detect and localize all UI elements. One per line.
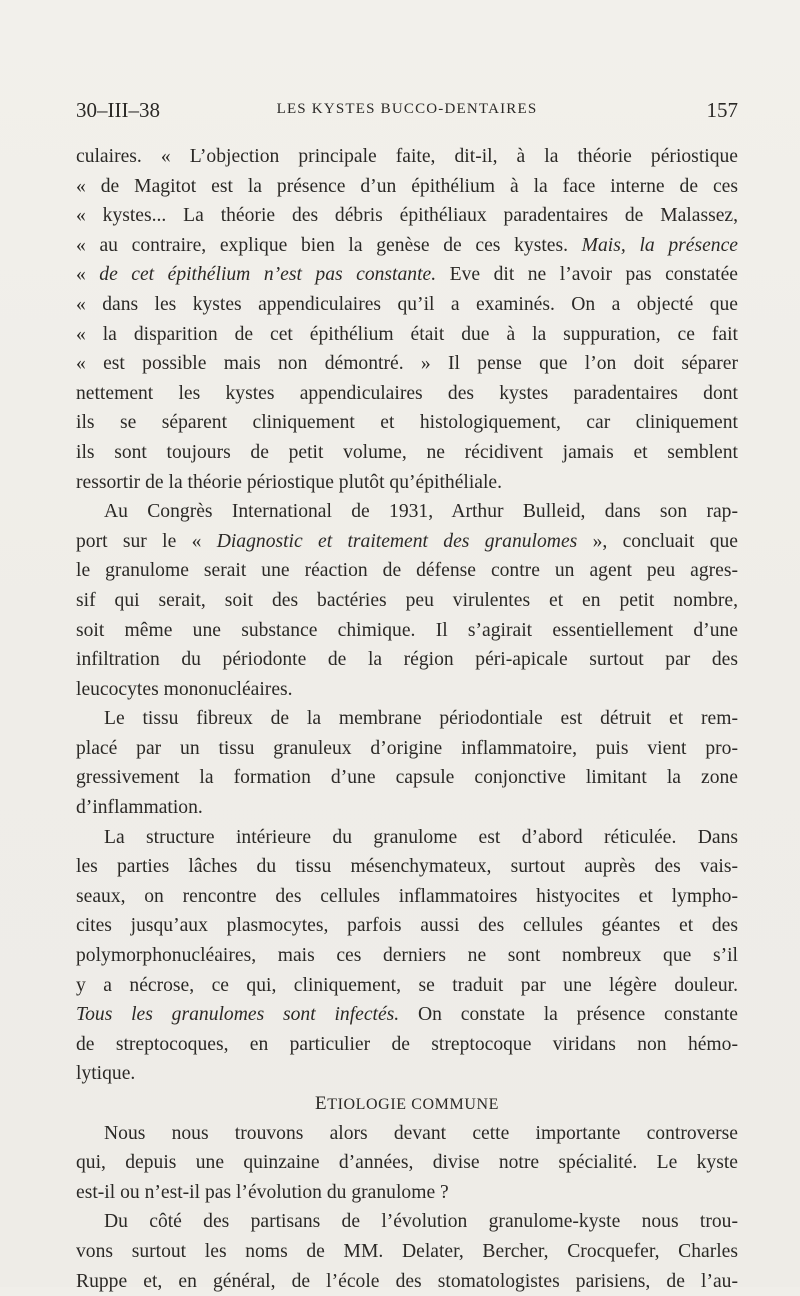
text-span: Le tissu fibreux de la membrane périodontiale est détruit et rem- xyxy=(104,708,738,730)
text-span: « de Magitot est la présence d’un épithélium à la face interne de ces xyxy=(76,175,738,197)
text-span: placé par un tissu granuleux d’origine inflammatoire, puis vient pro- xyxy=(76,737,738,759)
text-span: ils sont toujours de petit volume, ne récidivent jamais et semblent xyxy=(76,441,738,463)
text-span: Nous nous trouvons alors devant cette importante controverse xyxy=(104,1122,738,1144)
text-span: est-il ou n’est-il pas l’évolution du granulome ? xyxy=(76,1181,449,1203)
text-span: nettement les kystes appendiculaires des kystes paradentaires dont xyxy=(76,382,738,404)
text-line xyxy=(76,616,738,646)
text-span: ils se séparent cliniquement et histologiquement, car cliniquement xyxy=(76,412,738,434)
text-line xyxy=(76,734,738,764)
text-span: ressortir de la théorie périostique plutôt qu’épithéliale. xyxy=(76,471,503,493)
text-line xyxy=(76,1237,738,1267)
text-line xyxy=(76,260,738,290)
text-span: « au contraire, explique bien la genèse de ces kystes. xyxy=(76,234,582,256)
text-span: infiltration du périodonte de la région péri-apicale surtout par des xyxy=(76,649,738,671)
text-span: gressivement la formation d’une capsule conjonctive limitant la zone xyxy=(76,767,738,789)
text-span: vons surtout les noms de MM. Delater, Bercher, Crocquefer, Charles xyxy=(76,1240,738,1262)
text-span: « est possible mais non démontré. » Il pense que l’on doit séparer xyxy=(76,353,738,375)
text-span: Du côté des partisans de l’évolution granulome-kyste nous trou- xyxy=(104,1211,738,1233)
italic-text: de cet épithélium n’est pas constante. xyxy=(99,264,437,286)
text-span: polymorphonucléaires, mais ces derniers ne sont nombreux que s’il xyxy=(76,945,738,967)
text-line xyxy=(76,823,738,853)
text-line xyxy=(76,468,738,498)
text-line xyxy=(76,142,738,172)
text-span: d’inflammation. xyxy=(76,797,203,819)
text-line xyxy=(76,1059,738,1089)
text-span: de streptocoques, en particulier de streptocoque viridans non hémo- xyxy=(76,1033,738,1055)
text-span: « xyxy=(76,264,100,286)
text-span: La structure intérieure du granulome est d’abord réticulée. Dans xyxy=(104,826,738,848)
text-line xyxy=(76,408,738,438)
text-span: TIOLOGIE COMMUNE xyxy=(327,1096,500,1113)
text-span: qui, depuis une quinzaine d’années, divise notre spécialité. Le kyste xyxy=(76,1152,738,1174)
text-line xyxy=(76,586,738,616)
text-line xyxy=(76,645,738,675)
text-span: E xyxy=(314,1093,328,1114)
running-header xyxy=(76,98,738,128)
italic-text: Mais, la présence xyxy=(581,234,738,256)
text-span: port sur le « xyxy=(76,530,217,552)
text-span: », concluait que xyxy=(577,530,738,552)
text-line xyxy=(76,320,738,350)
header-title: LES KYSTES BUCCO-DENTAIRES xyxy=(276,101,538,117)
text-line xyxy=(76,231,738,261)
text-span: lytique. xyxy=(76,1063,136,1085)
text-line xyxy=(76,527,738,557)
text-span: Ruppe et, en général, de l’école des stomatologistes parisiens, de l’au- xyxy=(76,1270,738,1292)
text-line xyxy=(76,379,738,409)
text-line xyxy=(76,675,738,705)
text-line xyxy=(76,290,738,320)
text-span: On constate la présence constante xyxy=(399,1004,738,1026)
text-span: leucocytes mononucléaires. xyxy=(76,678,293,700)
text-span: Au Congrès International de 1931, Arthur Bulleid, dans son rap- xyxy=(104,501,738,523)
text-span: Eve dit ne l’avoir pas constatée xyxy=(436,264,738,286)
text-span: le granulome serait une réaction de défense contre un agent peu agres- xyxy=(76,560,738,582)
text-line xyxy=(76,349,738,379)
text-span: seaux, on rencontre des cellules inflammatoires histyocites et lympho- xyxy=(76,885,738,907)
text-span: soit même une substance chimique. Il s’agirait essentiellement d’une xyxy=(76,619,738,641)
text-line xyxy=(76,763,738,793)
text-span: « kystes... La théorie des débris épithéliaux paradentaires de Malassez, xyxy=(76,205,738,227)
text-span: « dans les kystes appendiculaires qu’il a examinés. On a objecté que xyxy=(76,293,738,315)
text-line xyxy=(76,497,738,527)
text-span: cites jusqu’aux plasmocytes, parfois aussi des cellules géantes et des xyxy=(76,915,738,937)
body-text xyxy=(76,142,738,1296)
page-number: 157 xyxy=(706,98,738,122)
text-line xyxy=(76,852,738,882)
text-line xyxy=(76,172,738,202)
text-span: les parties lâches du tissu mésenchymateux, surtout auprès des vais- xyxy=(76,856,738,878)
text-line xyxy=(76,201,738,231)
italic-text: Tous les granulomes sont infectés. xyxy=(76,1004,400,1026)
section-heading xyxy=(76,1089,738,1119)
text-line xyxy=(76,1267,738,1296)
text-line xyxy=(76,1030,738,1060)
text-line xyxy=(76,793,738,823)
text-span: sif qui serait, soit des bactéries peu virulentes et en petit nombre, xyxy=(76,589,738,611)
text-line xyxy=(76,704,738,734)
text-line xyxy=(76,1119,738,1149)
text-line xyxy=(76,941,738,971)
text-span: culaires. « L’objection principale faite, dit-il, à la théorie périostique xyxy=(76,146,738,167)
text-span: « la disparition de cet épithélium était due à la suppuration, ce fait xyxy=(76,323,738,345)
text-line xyxy=(76,911,738,941)
italic-text: Diagnostic et traitement des granulomes xyxy=(216,530,578,552)
text-line xyxy=(76,1178,738,1208)
text-line xyxy=(76,556,738,586)
text-line xyxy=(76,882,738,912)
text-line xyxy=(76,438,738,468)
text-line xyxy=(76,971,738,1001)
text-line xyxy=(76,1148,738,1178)
text-line xyxy=(76,1000,738,1030)
text-line xyxy=(76,1207,738,1237)
text-span: y a nécrose, ce qui, cliniquement, se traduit par une légère douleur. xyxy=(76,974,738,996)
header-date: 30–III–38 xyxy=(76,98,160,122)
